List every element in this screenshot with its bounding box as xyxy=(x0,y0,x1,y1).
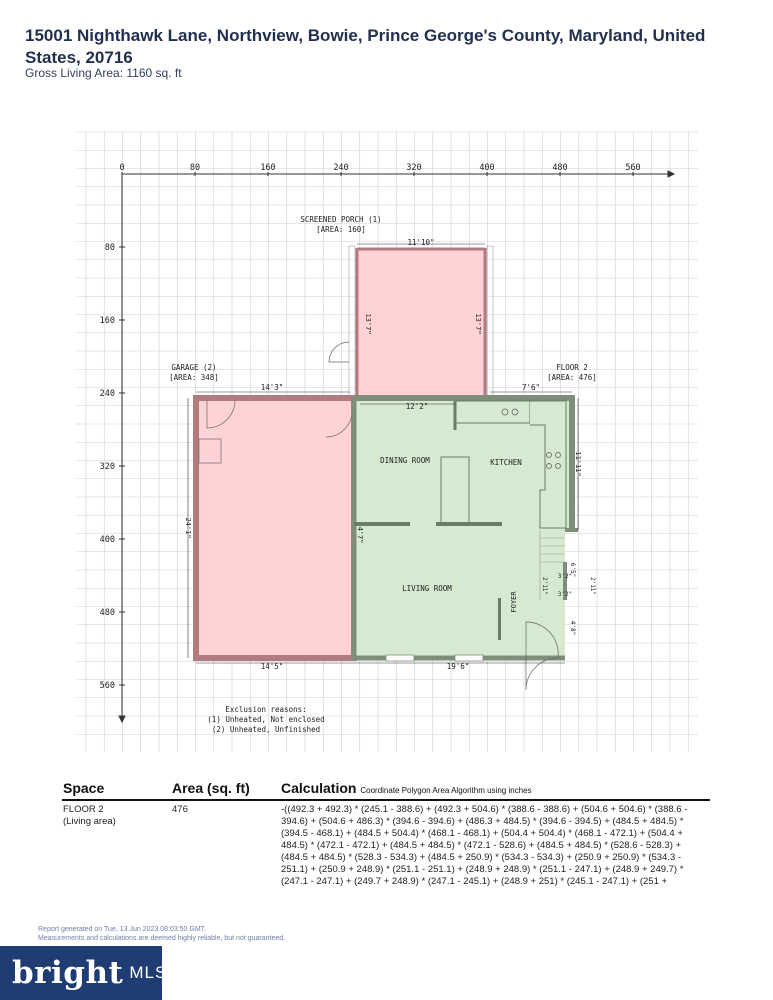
stair-dim-c: 2'11" xyxy=(541,576,548,596)
x-tick-label: 160 xyxy=(260,163,276,173)
logo-brand: bright xyxy=(12,955,124,991)
report-disclaimer: Measurements and calculations are deemed highly reliable, but not guaranteed. xyxy=(38,935,286,942)
row-calculation: -((492.3 + 492.3) * (245.1 - 388.6) + (492.3 + 504.6) * (388.6 - 388.6) + (504.6 + 504.6) * (388.6 - 394.6) + (504.6 + 486.3) * (394.6 - 394.6) + (486.3 + 484.5) * (394.6 - 394.5) + (484.5 + 484.5) * (394.5 - 468.1) + (484.5 + 504.4) * (468.1 - 468.1) + (504.4 + 504.4) * (468.1 - 472.1) + (504.4 + 484.5) * (472.1 - 472.1) + (484.5 + 484.5) * (472.1 - 528.6) + (484.5 + 484.5) * (528.6 - 528.3) + (484.5 + 484.5) * (528.3 - 534.3) + (484.5 + 250.9) * (534.3 - 534.3) + (250.9 + 250.9) * (534.3 - 251.1) + (250.9 + 248.9) * (251.1 - 251.1) + (248.9 + 248.9) * (251.1 - 247.1) + (248.9 + 249.7) * (247.1 - 247.1) + (249.7 + 248.9) * (247.1 - 245.1) + (248.9 + 251) * (245.1 - 247.1) + (251 + xyxy=(281,804,688,887)
x-tick-label: 0 xyxy=(119,163,125,173)
table-rule xyxy=(62,799,710,801)
garage-top-dim: 14'3" xyxy=(260,383,284,392)
address-title: 15001 Nighthawk Lane, Northview, Bowie, Prince George's County, Maryland, United States, 20716 xyxy=(25,26,706,67)
y-tick-label: 480 xyxy=(99,608,115,618)
living-room-label: LIVING ROOM xyxy=(402,584,452,593)
porch-area: [AREA: 160] xyxy=(316,225,366,234)
screened-porch xyxy=(329,246,493,396)
logo-suffix: MLS xyxy=(129,963,168,982)
porch-label: SCREENED PORCH (1) xyxy=(300,215,382,224)
table-header-area: Area (sq. ft) xyxy=(172,780,250,796)
bright-mls-logo xyxy=(0,946,168,1000)
gross-living-area: Gross Living Area: 1160 sq. ft xyxy=(25,66,182,80)
x-tick-label: 240 xyxy=(333,163,349,173)
garage-area: [AREA: 348] xyxy=(169,373,219,382)
stair-dim-d: 3'2" xyxy=(557,591,573,598)
report-generated: Report generated on Tue, 13 Jun 2023 08:03:50 GMT. xyxy=(38,926,207,933)
y-tick-label: 560 xyxy=(99,681,115,691)
floor2-mid-dim: 4'7" xyxy=(356,526,364,544)
garage-bottom-dim: 14'5" xyxy=(260,662,284,671)
floor-2 xyxy=(354,398,578,690)
y-tick-label: 400 xyxy=(99,535,115,545)
floor2-bottom-dim: 19'6" xyxy=(446,662,470,671)
row-space: FLOOR 2 xyxy=(63,804,104,815)
floor2-top-right-dim: 7'6" xyxy=(521,383,541,392)
x-tick-label: 320 xyxy=(406,163,422,173)
floor2-area: [AREA: 476] xyxy=(547,373,597,382)
garage-side-dim: 24'1" xyxy=(184,517,192,539)
row-space-type: (Living area) xyxy=(63,816,116,827)
y-tick-label: 240 xyxy=(99,389,115,399)
table-header-calculation: Calculation Coordinate Polygon Area Algorithm using inches xyxy=(281,780,532,796)
table-header-space: Space xyxy=(63,780,105,796)
garage xyxy=(196,398,354,658)
y-tick-label: 320 xyxy=(99,462,115,472)
y-tick-label: 80 xyxy=(104,243,115,253)
floor2-label: FLOOR 2 xyxy=(556,363,588,372)
porch-width: 11'10" xyxy=(407,238,435,247)
x-tick-label: 480 xyxy=(552,163,568,173)
foyer-label: FOYER xyxy=(510,591,518,613)
porch-left-dim: 13'7" xyxy=(364,313,372,335)
garage-label: GARAGE (2) xyxy=(171,363,217,372)
stair-dim-a: 6'5" xyxy=(569,562,576,578)
dining-room-label: DINING ROOM xyxy=(380,456,430,465)
row-area: 476 xyxy=(172,804,188,815)
x-tick-label: 560 xyxy=(625,163,641,173)
calc-method-note: Coordinate Polygon Area Algorithm using inches xyxy=(360,786,532,795)
stair-dim-e: 2'11" xyxy=(589,576,596,596)
floor2-top-left-dim: 12'2" xyxy=(405,402,429,411)
porch-right-dim: 13'7" xyxy=(474,313,482,335)
table-row xyxy=(63,804,116,828)
x-tick-label: 400 xyxy=(479,163,495,173)
kitchen-label: KITCHEN xyxy=(490,458,522,467)
stair-dim-f: 4'8" xyxy=(569,620,576,636)
x-tick-label: 80 xyxy=(189,163,201,173)
y-tick-label: 160 xyxy=(99,316,115,326)
stair-dim-b: 3'2" xyxy=(557,573,573,580)
exclusion-reason-2: (2) Unheated, Unfinished xyxy=(211,725,321,734)
floor2-right-dim: 11'11" xyxy=(574,451,582,477)
exclusion-reason-1: (1) Unheated, Not enclosed xyxy=(207,715,325,724)
exclusion-title: Exclusion reasons: xyxy=(225,705,307,714)
